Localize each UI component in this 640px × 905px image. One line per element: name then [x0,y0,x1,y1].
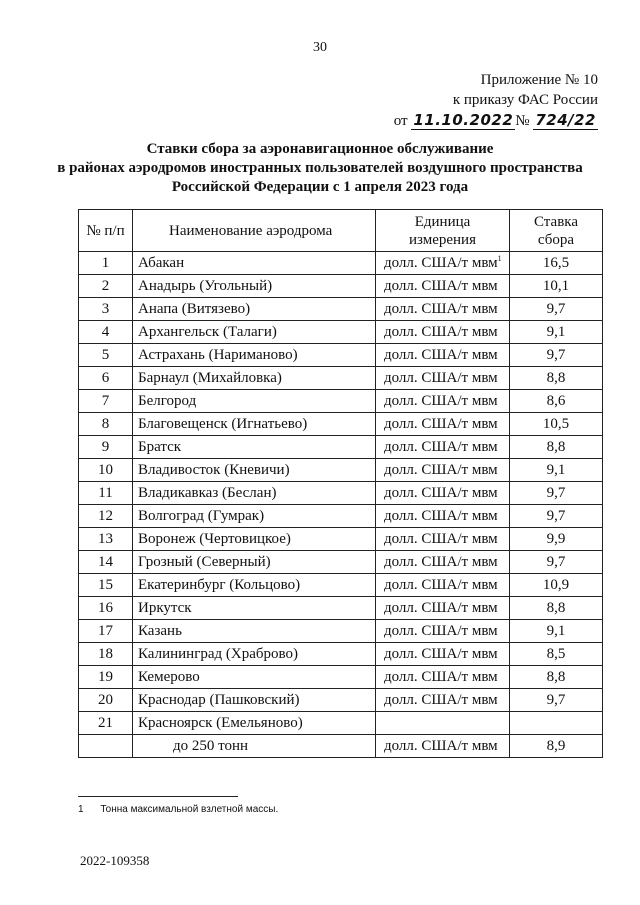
header-unit [376,210,510,252]
row-rate-text: 10,5 [542,415,570,432]
row-num [79,689,133,712]
header-unit-line2: измерения [408,231,476,248]
row-rate-text: 9,7 [546,553,566,570]
row-aerodrome-name-text: Благовещенск (Игнатьево) [138,415,308,432]
footnote-reference: 1 [497,254,502,263]
row-unit-text: долл. США/т мвм [384,346,498,363]
row-num-text: 9 [101,438,110,455]
row-unit-text: долл. США/т мвм [384,484,498,501]
row-unit [376,436,510,459]
footnote [78,804,278,815]
row-aerodrome-name-text: Абакан [138,254,185,271]
row-unit-text: долл. США/т мвм [384,691,498,708]
row-rate [510,298,603,321]
row-rate [510,689,603,712]
row-rate-text: 10,1 [542,277,570,294]
footnote-text: Тонна максимальной взлетной массы. [100,804,279,815]
row-rate-text: 8,5 [546,645,566,662]
row-aerodrome-name-text: Воронеж (Чертовицкое) [138,530,291,547]
row-rate [510,275,603,298]
row-rate [510,252,603,275]
row-aerodrome-name-text: Краснодар (Пашковский) [138,691,300,708]
row-rate-text: 8,6 [546,392,566,409]
table-row [79,344,603,367]
table-row [79,574,603,597]
row-num [79,252,133,275]
table-row [79,436,603,459]
row-rate [510,321,603,344]
page-number: 30 [313,40,327,55]
row-aerodrome-name [133,367,376,390]
row-rate-text: 9,9 [546,530,566,547]
row-num [79,712,133,735]
row-unit [376,505,510,528]
footnote-mark: 1 [78,804,84,815]
row-num-text: 2 [101,277,110,294]
title-line2: в районах аэродромов иностранных пользователей воздушного пространства [57,160,583,176]
row-num [79,459,133,482]
row-unit [376,275,510,298]
row-unit [376,413,510,436]
table-header-row [79,210,603,252]
row-aerodrome-name-text: Братск [138,438,182,455]
row-num-text: 14 [98,553,113,570]
row-unit [376,344,510,367]
row-num [79,551,133,574]
row-unit [376,528,510,551]
appendix-header [394,70,598,131]
row-rate-text: 8,8 [546,369,566,386]
table-sub-row [79,735,603,758]
row-aerodrome-name [133,505,376,528]
title-line3: Российской Федерации с 1 апреля 2023 года [171,179,469,195]
row-num-text: 15 [98,576,113,593]
row-aerodrome-name [133,413,376,436]
header-rate [510,210,603,252]
table-row [79,597,603,620]
row-rate-text: 8,8 [546,599,566,616]
row-unit-text: долл. США/т мвм [384,255,498,271]
table-row [79,459,603,482]
row-aerodrome-name-text: Владивосток (Кневичи) [138,461,290,478]
row-unit-text: долл. США/т мвм [384,622,498,639]
header-rate-line2: сбора [537,231,575,248]
row-aerodrome-name [133,344,376,367]
row-unit [376,367,510,390]
row-aerodrome-name [133,689,376,712]
table-row [79,367,603,390]
row-aerodrome-name [133,666,376,689]
row-aerodrome-name-text: Анапа (Витязево) [138,300,251,317]
table-row [79,666,603,689]
row-num-text: 21 [98,714,113,731]
header-name: Наименование аэродрома [133,210,376,252]
header-rate-line1: Ставка [533,213,578,230]
row-rate-text: 9,7 [546,484,566,501]
sub-row-name: до 250 тонн [133,735,376,758]
row-unit-text: долл. США/т мвм [384,300,498,317]
row-unit [376,689,510,712]
row-num-text: 19 [98,668,113,685]
row-num [79,620,133,643]
row-aerodrome-name [133,528,376,551]
row-rate-text: 10,9 [542,576,570,593]
appendix-line3 [394,110,598,131]
table-row [79,528,603,551]
row-aerodrome-name-text: Казань [138,622,182,639]
row-rate-text: 9,1 [546,323,566,340]
row-unit [376,298,510,321]
row-unit-text: долл. США/т мвм [384,599,498,616]
row-rate-text: 9,7 [546,691,566,708]
row-unit-text: долл. США/т мвм [384,461,498,478]
row-rate-text: 9,1 [546,622,566,639]
row-num-text: 20 [98,691,113,708]
row-num-text: 18 [98,645,113,662]
table-row [79,689,603,712]
document-title [20,140,620,197]
sub-row-unit: долл. США/т мвм [376,735,510,758]
row-aerodrome-name [133,597,376,620]
header-num: № п/п [79,210,133,252]
appendix-line1: Приложение № 10 [480,72,598,88]
row-num [79,298,133,321]
row-aerodrome-name-text: Екатеринбург (Кольцово) [138,576,301,593]
table-row [79,321,603,344]
row-num-text: 3 [101,300,110,317]
title-line1: Ставки сбора за аэронавигационное обслуживание [146,141,494,157]
row-unit [376,574,510,597]
row-aerodrome-name-text: Белгород [138,392,197,409]
row-num-text: 16 [98,599,113,616]
row-unit-text: долл. США/т мвм [384,530,498,547]
row-num-text: 7 [101,392,110,409]
row-unit-text: долл. США/т мвм [384,277,498,294]
row-num-text: 10 [98,461,113,478]
row-num [79,321,133,344]
row-unit-text: долл. США/т мвм [384,645,498,662]
row-aerodrome-name [133,252,376,275]
number-label: № [515,113,530,129]
row-aerodrome-name [133,643,376,666]
row-rate-text: 8,8 [546,668,566,685]
row-num [79,574,133,597]
order-date: 11.10.2022 [413,111,514,129]
row-rate-text: 16,5 [542,254,570,271]
row-rate [510,344,603,367]
row-aerodrome-name [133,390,376,413]
table-row [79,551,603,574]
row-num [79,666,133,689]
row-aerodrome-name [133,551,376,574]
row-rate [510,459,603,482]
row-aerodrome-name [133,574,376,597]
table-row [79,252,603,275]
row-rate [510,574,603,597]
row-num-text: 6 [101,369,110,386]
row-aerodrome-name-text: Волгоград (Гумрак) [138,507,265,524]
row-rate-text: 9,7 [546,507,566,524]
row-unit-text: долл. США/т мвм [384,668,498,685]
row-num [79,597,133,620]
table-row [79,298,603,321]
sub-row-num [79,735,133,758]
row-num [79,482,133,505]
row-rate [510,551,603,574]
table-row [79,620,603,643]
row-unit [376,482,510,505]
row-rate-text: 9,7 [546,300,566,317]
row-unit [376,666,510,689]
row-num-text: 1 [101,254,110,271]
row-aerodrome-name-text: Кемерово [138,668,200,685]
row-aerodrome-name-text: Красноярск (Емельяново) [138,714,303,731]
row-rate [510,505,603,528]
row-rate-text: 9,1 [546,461,566,478]
row-aerodrome-name [133,321,376,344]
row-aerodrome-name [133,620,376,643]
row-unit-text: долл. США/т мвм [384,323,498,340]
footnote-divider [78,796,238,797]
table-row [79,390,603,413]
row-num [79,275,133,298]
row-num [79,390,133,413]
table-row [79,505,603,528]
row-unit [376,643,510,666]
row-unit-text: долл. США/т мвм [384,576,498,593]
row-unit-text: долл. США/т мвм [384,415,498,432]
row-num [79,528,133,551]
row-unit [376,551,510,574]
row-aerodrome-name [133,275,376,298]
row-unit [376,620,510,643]
row-num [79,436,133,459]
row-aerodrome-name [133,298,376,321]
row-num-text: 5 [101,346,110,363]
row-rate [510,482,603,505]
row-unit-text: долл. США/т мвм [384,392,498,409]
header-unit-line1: Единица [414,213,471,230]
row-aerodrome-name-text: Калининград (Храброво) [138,645,298,662]
row-aerodrome-name-text: Астрахань (Нариманово) [138,346,298,363]
row-aerodrome-name-text: Архангельск (Талаги) [138,323,277,340]
row-num [79,643,133,666]
row-rate [510,643,603,666]
row-unit [376,597,510,620]
row-aerodrome-name-text: Грозный (Северный) [138,553,271,570]
table-row [79,643,603,666]
row-unit [376,390,510,413]
row-rate [510,712,603,735]
row-aerodrome-name-text: Барнаул (Михайловка) [138,369,282,386]
row-aerodrome-name [133,482,376,505]
row-rate-text: 9,7 [546,346,566,363]
row-rate [510,367,603,390]
row-rate [510,413,603,436]
row-unit [376,321,510,344]
order-number: 724/22 [535,111,596,129]
document-number: 2022-109358 [80,853,150,868]
row-unit-text: долл. США/т мвм [384,507,498,524]
sub-row-rate: 8,9 [510,735,603,758]
table-row [79,275,603,298]
row-num [79,344,133,367]
table-row [79,482,603,505]
row-num-text: 13 [98,530,113,547]
row-num-text: 17 [98,622,113,639]
row-rate-text: 8,8 [546,438,566,455]
row-rate [510,666,603,689]
row-num [79,413,133,436]
row-rate [510,390,603,413]
row-unit-text: долл. США/т мвм [384,438,498,455]
row-aerodrome-name-text: Владикавказ (Беслан) [138,484,277,501]
row-num [79,367,133,390]
row-num-text: 4 [101,323,110,340]
row-aerodrome-name-text: Иркутск [138,599,192,616]
row-num [79,505,133,528]
appendix-prefix: от [393,113,408,129]
row-aerodrome-name [133,712,376,735]
row-rate [510,620,603,643]
row-num-text: 11 [98,484,113,501]
row-aerodrome-name [133,459,376,482]
row-rate [510,528,603,551]
row-aerodrome-name [133,436,376,459]
row-rate [510,597,603,620]
rates-table [78,209,603,758]
row-aerodrome-name-text: Анадырь (Угольный) [138,277,273,294]
row-unit [376,712,510,735]
row-unit [376,252,510,275]
row-unit-text: долл. США/т мвм [384,553,498,570]
row-unit [376,459,510,482]
row-unit-text: долл. США/т мвм [384,369,498,386]
appendix-line2: к приказу ФАС России [452,92,598,108]
table-row [79,413,603,436]
row-num-text: 12 [98,507,113,524]
table-row [79,712,603,735]
row-rate [510,436,603,459]
row-num-text: 8 [101,415,110,432]
